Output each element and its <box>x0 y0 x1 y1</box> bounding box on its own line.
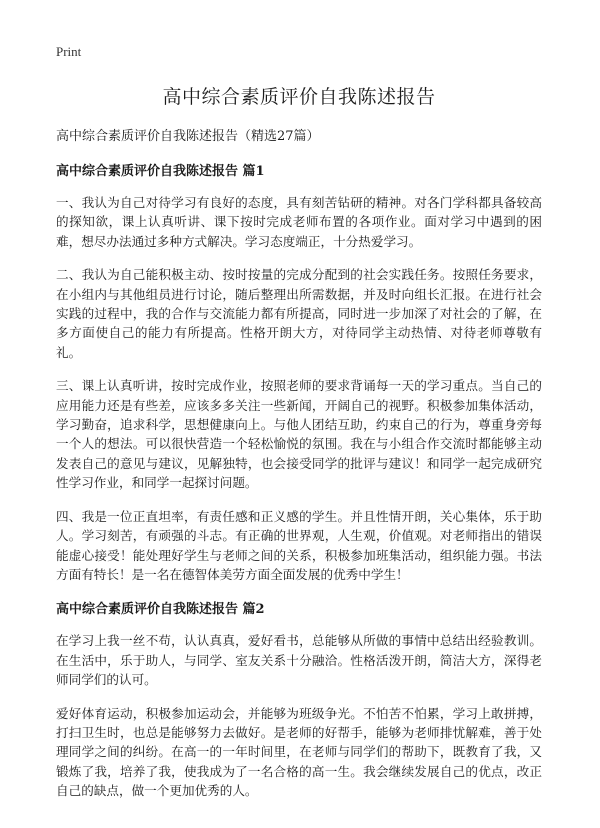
document-subtitle: 高中综合素质评价自我陈述报告（精选27篇） <box>56 129 320 144</box>
paragraph: 四、我是一位正直坦率，有责任感和正义感的学生。并且性情开朗，关心集体，乐于助人。学习刻苦，有顽强的斗志。有正确的世界观，人生观，价值观。对老师指出的错误能虚心接受！能处理好学生与老师之间的关系，积极参加班集活动，组织能力强。书法方面有特长！是一名在德智体美劳方面全面发展的优秀中学生！ <box>56 508 542 582</box>
print-link[interactable]: Print <box>56 44 82 59</box>
section-heading: 高中综合素质评价自我陈述报告 篇1 <box>56 164 265 179</box>
paragraph: 在学习上我一丝不苟，认认真真，爱好看书，总能够从所做的事情中总结出经验教训。在生活中，乐于助人，与同学、室友关系十分融洽。性格活泼开朗，简洁大方，深得老师同学们的认可。 <box>56 633 542 688</box>
document-title: 高中综合素质评价自我陈述报告 <box>162 86 436 108</box>
section-heading: 高中综合素质评价自我陈述报告 篇2 <box>56 602 265 618</box>
paragraph: 三、课上认真听讲，按时完成作业，按照老师的要求背诵每一天的学习重点。当自己的应用能力还是有些差，应该多多关注一些新闻，开阔自己的视野。积极参加集体活动，学习勤奋，追求科学，思想健康向上。与他人团结互助，约束自己的行为，尊重身旁每一个人的想法。可以很快营造一个轻松愉悦的氛围。我在与小组合作交流时都能够主动发表自己的意见与建议，见解独特，也会接受同学的批评与建议！和同学一起完成研究性学习作业，和同学一起探讨问题。 <box>56 378 542 491</box>
paragraph: 爱好体育运动，积极参加运动会，并能够为班级争光。不怕苦不怕累，学习上敢拼搏，打扫卫生时，也总是能够努力去做好。是老师的好帮手，能够为老师排忧解难，善于处理同学之间的纠纷。在高一的一年时间里，在老师与同学们的帮助下，既教育了我，又锻炼了我，培养了我，使我成为了一名合格的高一生。我会继续发展自己的优点，改正自己的缺点，做一个更加优秀的人。 <box>56 705 542 799</box>
paragraph: 一、我认为自己对待学习有良好的态度，具有刻苦钻研的精神。对各门学科都具备较高的探知欲，课上认真听讲、课下按时完成老师布置的各项作业。面对学习中遇到的困难，想尽办法通过多种方式解决。学习态度端正，十分热爱学习。 <box>56 195 542 249</box>
paragraph: 二、我认为自己能积极主动、按时按量的完成分配到的社会实践任务。按照任务要求，在小组内与其他组员进行讨论，随后整理出所需数据，并及时向组长汇报。在进行社会实践的过程中，我的合作与交流能力都有所提高，同时进一步加深了对社会的了解，在多方面使自己的能力有所提高。性格开朗大方，对待同学主动热情、对待老师尊敬有礼。 <box>56 267 542 360</box>
section-1 <box>56 160 542 584</box>
section-2 <box>56 598 542 800</box>
